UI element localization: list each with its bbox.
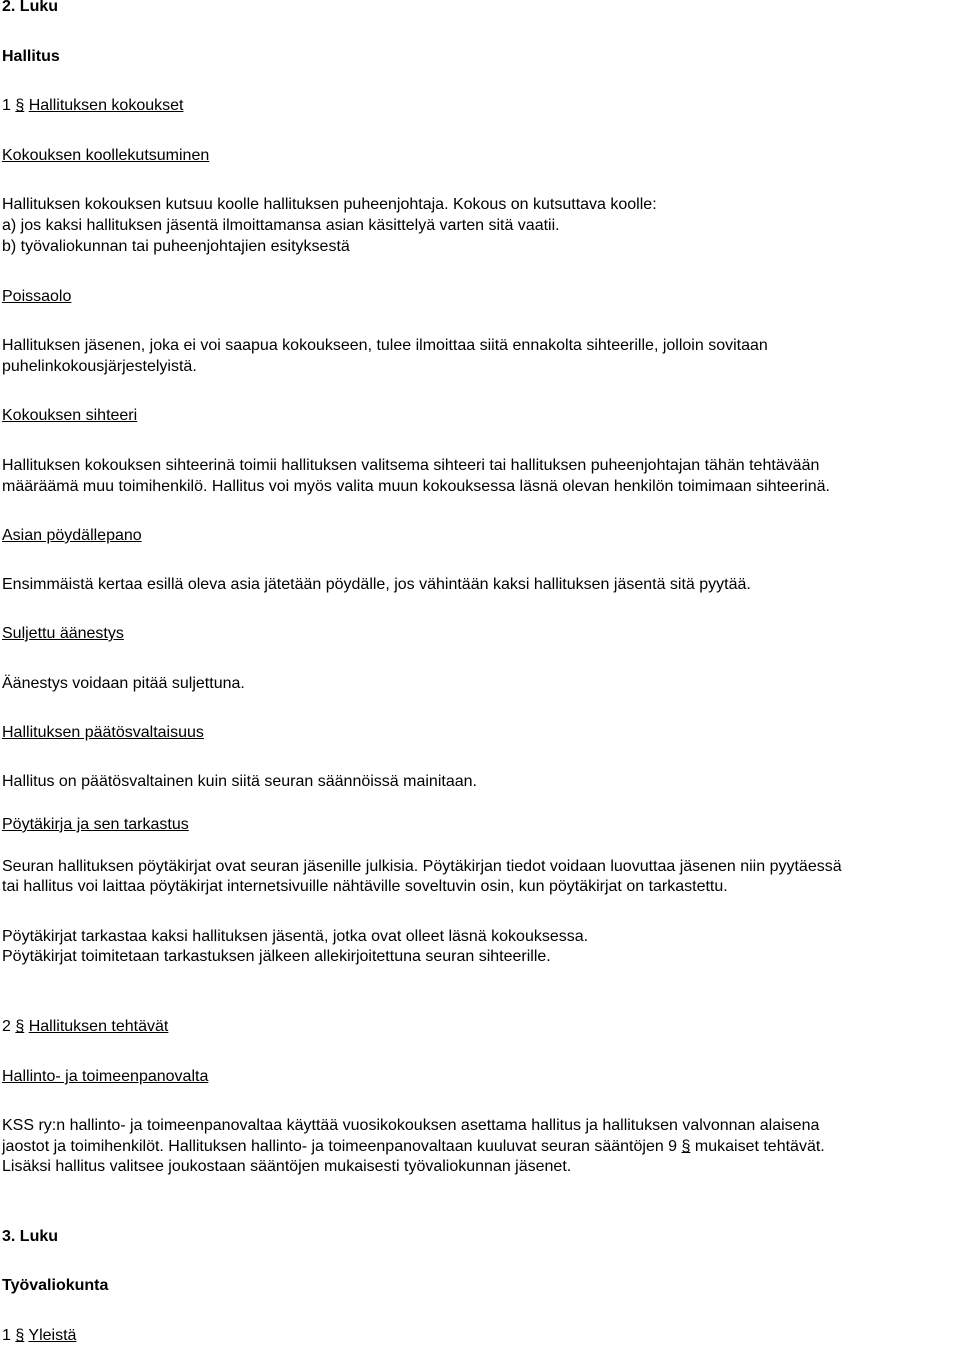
secretary-heading: Kokouksen sihteeri [2, 407, 138, 424]
section-title: Yleistä [28, 1327, 77, 1344]
admin-power-line-3: Lisäksi hallitus valitsee joukostaan sääntöjen mukaisesti työvaliokunnan jäsenet. [2, 1158, 572, 1175]
section-symbol: § [15, 1327, 25, 1344]
minutes-heading: Pöytäkirja ja sen tarkastus [2, 816, 189, 833]
minutes-line-1: Seuran hallituksen pöytäkirjat ovat seuran jäsenille julkisia. Pöytäkirjan tiedot voidaan luovuttaa jäsenen niin pyytäessä [2, 858, 842, 875]
chapter-2-heading: 2. Luku [2, 0, 59, 15]
section-symbol: § [15, 1018, 25, 1035]
quorum-heading: Hallituksen päätösvaltaisuus [2, 724, 204, 741]
minutes-line-3: Pöytäkirjat tarkastaa kaksi hallituksen jäsentä, jotka ovat olleet läsnä kokouksessa. [2, 928, 589, 945]
secretary-line-2: määräämä muu toimihenkilö. Hallitus voi myös valita muun kokouksessa läsnä olevan henkilön toimimaan sihteerinä. [2, 478, 830, 495]
minutes-line-4: Pöytäkirjat toimitetaan tarkastuksen jälkeen allekirjoitettuna seuran sihteerille. [2, 948, 551, 965]
section-number: 1 [2, 1327, 11, 1344]
admin-power-line-2-text: jaostot ja toimihenkilöt. Hallituksen hallinto- ja toimeenpanovaltaan kuuluvat seuran sääntöjen 9 [2, 1138, 678, 1155]
absence-heading: Poissaolo [2, 288, 72, 305]
tabling-line-1: Ensimmäistä kertaa esillä oleva asia jätetään pöydälle, jos vähintään kaksi hallituksen jäsentä sitä pyytää. [2, 576, 751, 593]
admin-power-line-1: KSS ry:n hallinto- ja toimeenpanovaltaa käyttää vuosikokouksen asettama hallitus ja hallituksen valvonnan alaisena [2, 1117, 820, 1134]
section-number: 2 [2, 1018, 11, 1035]
admin-power-line-2 [2, 1137, 825, 1157]
quorum-line-1: Hallitus on päätösvaltainen kuin siitä seuran säännöissä mainitaan. [2, 773, 477, 790]
section-number: 1 [2, 97, 11, 114]
convening-line-2: a) jos kaksi hallituksen jäsentä ilmoittamansa asian käsittelyä varten sitä vaatii. [2, 217, 560, 234]
closed-vote-heading: Suljettu äänestys [2, 625, 124, 642]
section-1-heading [2, 96, 183, 116]
chapter-3-title: Työvaliokunta [2, 1277, 109, 1294]
secretary-line-1: Hallituksen kokouksen sihteerinä toimii hallituksen valitsema sihteeri tai hallituksen puheenjohtajan tähän tehtävään [2, 457, 820, 474]
chapter-2-title: Hallitus [2, 48, 60, 65]
convening-line-1: Hallituksen kokouksen kutsuu koolle hallituksen puheenjohtaja. Kokous on kutsuttava koolle: [2, 196, 657, 213]
convening-heading: Kokouksen koollekutsuminen [2, 147, 210, 164]
section-title: Hallituksen kokoukset [28, 97, 184, 114]
admin-power-line-2-end: mukaiset tehtävät. [694, 1138, 825, 1155]
chapter-3-heading: 3. Luku [2, 1228, 59, 1245]
absence-line-2: puhelinkokousjärjestelyistä. [2, 358, 197, 375]
section-symbol: § [681, 1138, 691, 1155]
section-title: Hallituksen tehtävät [28, 1018, 169, 1035]
minutes-line-2: tai hallitus voi laittaa pöytäkirjat internetsivuille nähtäville soveltuvin osin, kun pöytäkirjat on tarkastettu. [2, 878, 728, 895]
section-2-heading [2, 1017, 168, 1037]
section-symbol: § [15, 97, 25, 114]
admin-power-heading: Hallinto- ja toimeenpanovalta [2, 1068, 209, 1085]
closed-vote-line-1: Äänestys voidaan pitää suljettuna. [2, 675, 245, 692]
tabling-heading: Asian pöydällepano [2, 527, 142, 544]
absence-line-1: Hallituksen jäsenen, joka ei voi saapua kokoukseen, tulee ilmoittaa siitä ennakolta sihteerille, jolloin sovitaan [2, 337, 768, 354]
convening-line-3: b) työvaliokunnan tai puheenjohtajien esityksestä [2, 238, 350, 255]
chapter-3-section-1-heading [2, 1326, 76, 1346]
